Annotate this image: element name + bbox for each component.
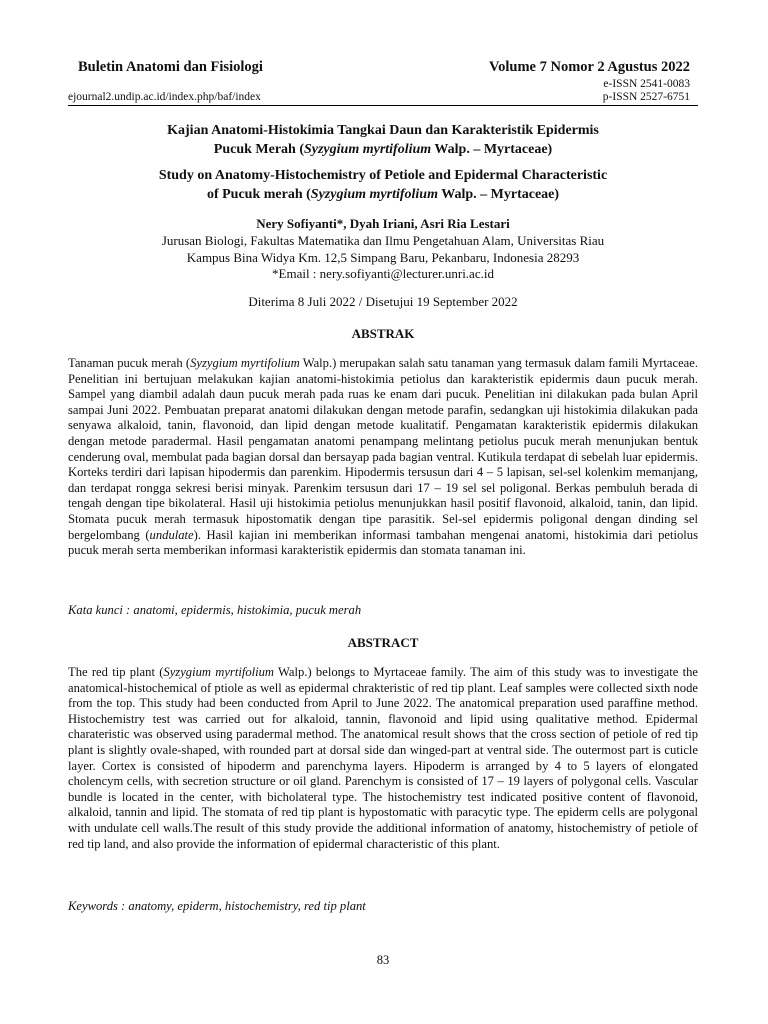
header-divider <box>68 105 698 106</box>
email: *Email : nery.sofiyanti@lecturer.unri.ac.id <box>272 266 494 281</box>
abstrak-heading: ABSTRAK <box>351 326 415 341</box>
received-dates: Diterima 8 Juli 2022 / Disetujui 19 September 2022 <box>248 294 518 309</box>
title-id-line2: Pucuk Merah (Syzygium myrtifolium Walp. – Myrtaceae) <box>213 142 553 157</box>
journal-page <box>68 0 698 1024</box>
affiliation-line1: Jurusan Biologi, Fakultas Matematika dan Ilmu Pengetahuan Alam, Universitas Riau <box>161 233 605 248</box>
title-en-line1: Study on Anatomy-Histochemistry of Petiole and Epidermal Characteristic <box>158 168 608 183</box>
journal-name: Buletin Anatomi dan Fisiologi <box>78 59 263 75</box>
journal-website: ejournal2.undip.ac.id/index.php/baf/index <box>68 91 261 103</box>
page-number: 83 <box>376 953 390 967</box>
title-english <box>68 166 698 204</box>
affiliation-line2: Kampus Bina Widya Km. 12,5 Simpang Baru, Pekanbaru, Indonesia 28293 <box>186 249 580 265</box>
title-en-line2: of Pucuk merah (Syzygium myrtifolium Walp. – Myrtaceae) <box>206 187 560 202</box>
keywords: Keywords : anatomy, epiderm, histochemistry, red tip plant <box>68 899 366 913</box>
title-id-line1: Kajian Anatomi-Histokimia Tangkai Daun dan Karakteristik Epidermis <box>167 123 599 138</box>
authors: Nery Sofiyanti*, Dyah Iriani, Asri Ria Lestari <box>256 216 510 231</box>
kata-kunci: Kata kunci : anatomi, epidermis, histokimia, pucuk merah <box>68 603 362 617</box>
volume-issue: Volume 7 Nomor 2 Agustus 2022 <box>488 59 690 75</box>
abstract-body: The red tip plant (Syzygium myrtifolium Walp.) belongs to Myrtaceae family. The aim of this study was to investigate the anatomical-histochemical of ptiole as well as epidermal chrakteristic of red tip plant. Leaf samples were collected sixth node from the top. This study had been conducted from April to June 2022. The anatomical preparation used paraffine method. Histochemistry test was carried out for alkaloid, tannin, flavonoid and lipid using qualitative method. Epidermal charateristic was observed using paradermal method. The anatomical result shows that the cross section of petiole of red tip plant is slightly ovale-shaped, with rounded part at dorsal side dan winged-part at ventral side. The outermost part is cuticle layer. Cortex is consisted of hipoderm and parenchyma layers. Hipoderm is arranged by 4 to 5 layers of elongated cholencym cells, with secretion structure or oil gland. Parenchym is consisted of 17 – 19 layers of polygonal cells. Vascular bundle is located in the center, with bicholateral type. The histochemistry test indicated positive content of flavonoid, alkaloid, tannin and lipid. The stomata of red tip plant is hypostomatic with paracytic type. The epiderm cells are polygonal with undulate cell walls.The result of this study provide the additional information of anatomy, histochemistry of petiole of red tip land, and also provide the information of epidermal characteristic of this plant. <box>68 665 698 851</box>
abstrak-body: Tanaman pucuk merah (Syzygium myrtifolium Walp.) merupakan salah satu tanaman yang termasuk dalam famili Myrtaceae. Penelitian ini bertujuan melakukan kajian anatomi-histokimia petiolus dan karakteristik epidermis daun pucuk merah. Sampel yang diambil adalah daun pucuk merah pada ruas ke enam dari pucuk. Penelitian ini dilakukan pada bulan April sampai Juni 2022. Pembuatan preparat anatomi dilakukan dengan metode parafin, sedangkan uji histokimia dilakukan pada senyawa alkaloid, tanin, flavonoid, dan lipid dengan metode kualitatif. Pengamatan karakteristik epidermis dilakukan dengan metode paradermal. Hasil pengamatan anatomi penampang melintang petiolus pucuk merah menunjukan bentuk cenderung oval, membulat pada bagian dorsal dan bersayap pada bagian ventral. Kutikula terdapat di sebelah luar epidermis. Korteks terdiri dari lapisan hipodermis dan parenkim. Hipodermis tersusun dari 4 – 5 lapisan, sel-sel kolenkim memanjang, dan terdapat rongga sekresi berisi minyak. Parenkim tersusun dari 17 – 19 sel sel poligonal. Berkas pembuluh berada di tengah dengan tipe bikolateral. Hasil uji histokimia petiolus menunjukkan hasil positif flavonoid, alkaloid, tanin, dan lipid. Stomata pucuk merah termasuk hipostomatik dengan tipe parasitik. Sel-sel epidermis poligonal dengan dinding sel bergelombang (undulate). Hasil kajian ini memberikan informasi tambahan mengenai anatomi, histokimia dari petiolus pucuk merah serta memberikan informasi karakteristik epidermis dan stomata tanaman ini. <box>68 356 698 558</box>
pissn: p-ISSN 2527-6751 <box>602 91 690 103</box>
affiliation <box>68 233 698 283</box>
title-indonesian <box>68 121 698 159</box>
eissn: e-ISSN 2541-0083 <box>603 78 690 90</box>
abstract-heading: ABSTRACT <box>347 635 419 650</box>
